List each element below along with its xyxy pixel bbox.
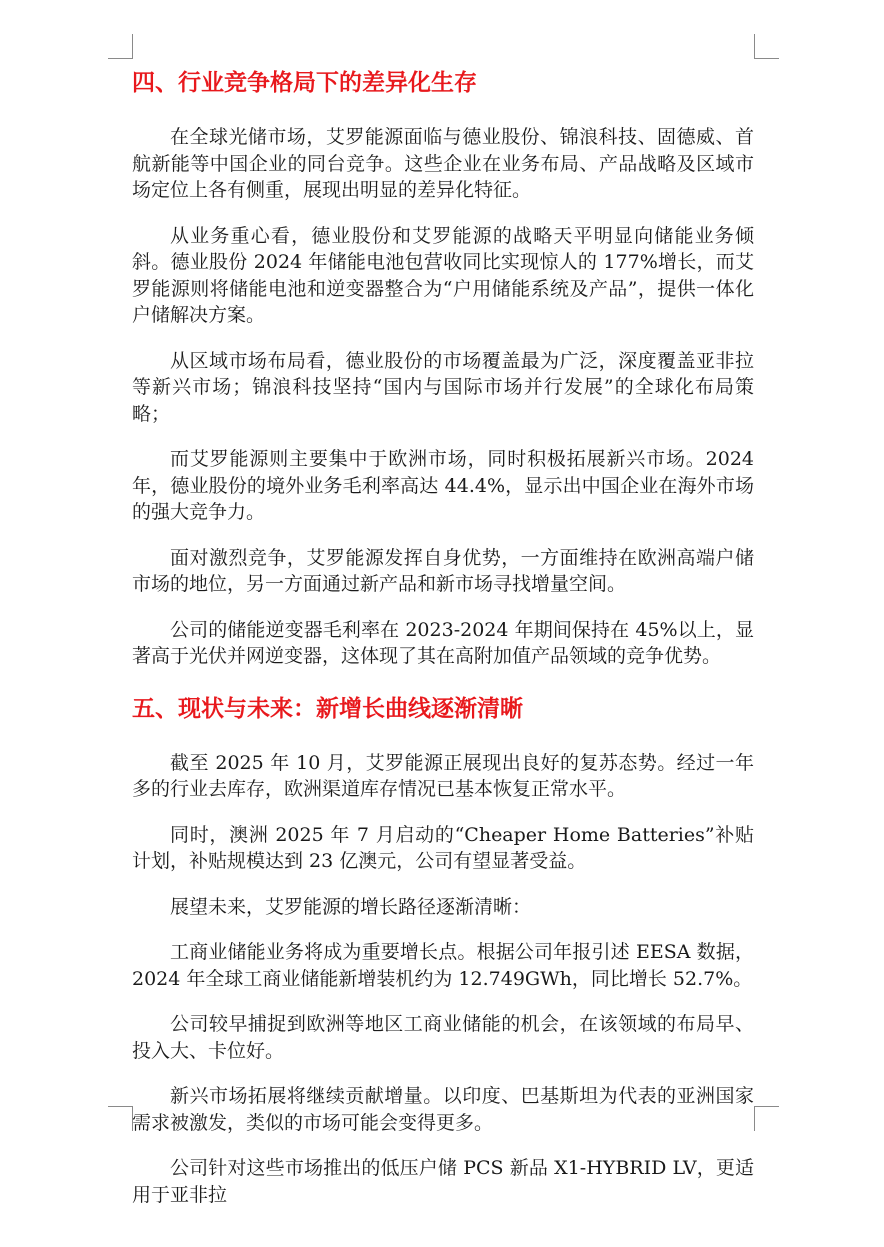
paragraph: 公司针对这些市场推出的低压户储 PCS 新品 X1-HYBRID LV，更适用于亚非拉: [132, 1157, 754, 1206]
document-body: [132, 0, 754, 1247]
paragraph: 在全球光储市场，艾罗能源面临与德业股份、锦浪科技、固德威、首航新能等中国企业的同台竞争。这些企业在业务布局、产品战略及区域市场定位上各有侧重，展现出明显的差异化特征。: [132, 126, 754, 201]
paragraph: 新兴市场拓展将继续贡献增量。以印度、巴基斯坦为代表的亚洲国家需求被激发，类似的市场可能会变得更多。: [132, 1085, 754, 1134]
paragraph: 展望未来，艾罗能源的增长路径逐渐清晰：: [170, 895, 532, 918]
paragraph: 而艾罗能源则主要集中于欧洲市场，同时积极拓展新兴市场。2024 年，德业股份的境外业务毛利率高达 44.4%，显示出中国企业在海外市场的强大竞争力。: [132, 448, 754, 523]
paragraph: 从区域市场布局看，德业股份的市场覆盖最为广泛，深度覆盖亚非拉等新兴市场；锦浪科技坚持“国内与国际市场并行发展”的全球化布局策略；: [132, 349, 754, 425]
paragraph: 从业务重心看，德业股份和艾罗能源的战略天平明显向储能业务倾斜。德业股份 2024 年储能电池包营收同比实现惊人的 177%增长，而艾罗能源则将储能电池和逆变器整合为“户用储能系统及产品”，提供一体化户储解决方案。: [132, 224, 754, 326]
paragraph: 截至 2025 年 10 月，艾罗能源正展现出良好的复苏态势。经过一年多的行业去库存，欧洲渠道库存情况已基本恢复正常水平。: [132, 751, 754, 800]
section-heading: 五、现状与未来：新增长曲线逐渐清晰: [132, 694, 523, 722]
crop-mark-bottom-left: [108, 1106, 133, 1131]
crop-mark-top-right: [754, 34, 779, 59]
paragraph: 公司较早捕捉到欧洲等地区工商业储能的机会，在该领域的布局早、投入大、卡位好。: [132, 1013, 754, 1062]
paragraph: 面对激烈竞争，艾罗能源发挥自身优势，一方面维持在欧洲高端户储市场的地位，另一方面通过新产品和新市场寻找增量空间。: [132, 546, 754, 595]
section-heading: 四、行业竞争格局下的差异化生存: [132, 69, 477, 96]
paragraph: 同时，澳洲 2025 年 7 月启动的“Cheaper Home Batteries”补贴计划，补贴规模达到 23 亿澳元，公司有望显著受益。: [132, 823, 754, 872]
paragraph: 公司的储能逆变器毛利率在 2023-2024 年期间保持在 45%以上，显著高于光伏并网逆变器，这体现了其在高附加值产品领域的竞争优势。: [132, 618, 754, 667]
crop-mark-top-left: [108, 34, 133, 59]
paragraph: 工商业储能业务将成为重要增长点。根据公司年报引述 EESA 数据，2024 年全球工商业储能新增装机约为 12.749GWh，同比增长 52.7%。: [132, 941, 754, 990]
crop-mark-bottom-right: [754, 1106, 779, 1131]
